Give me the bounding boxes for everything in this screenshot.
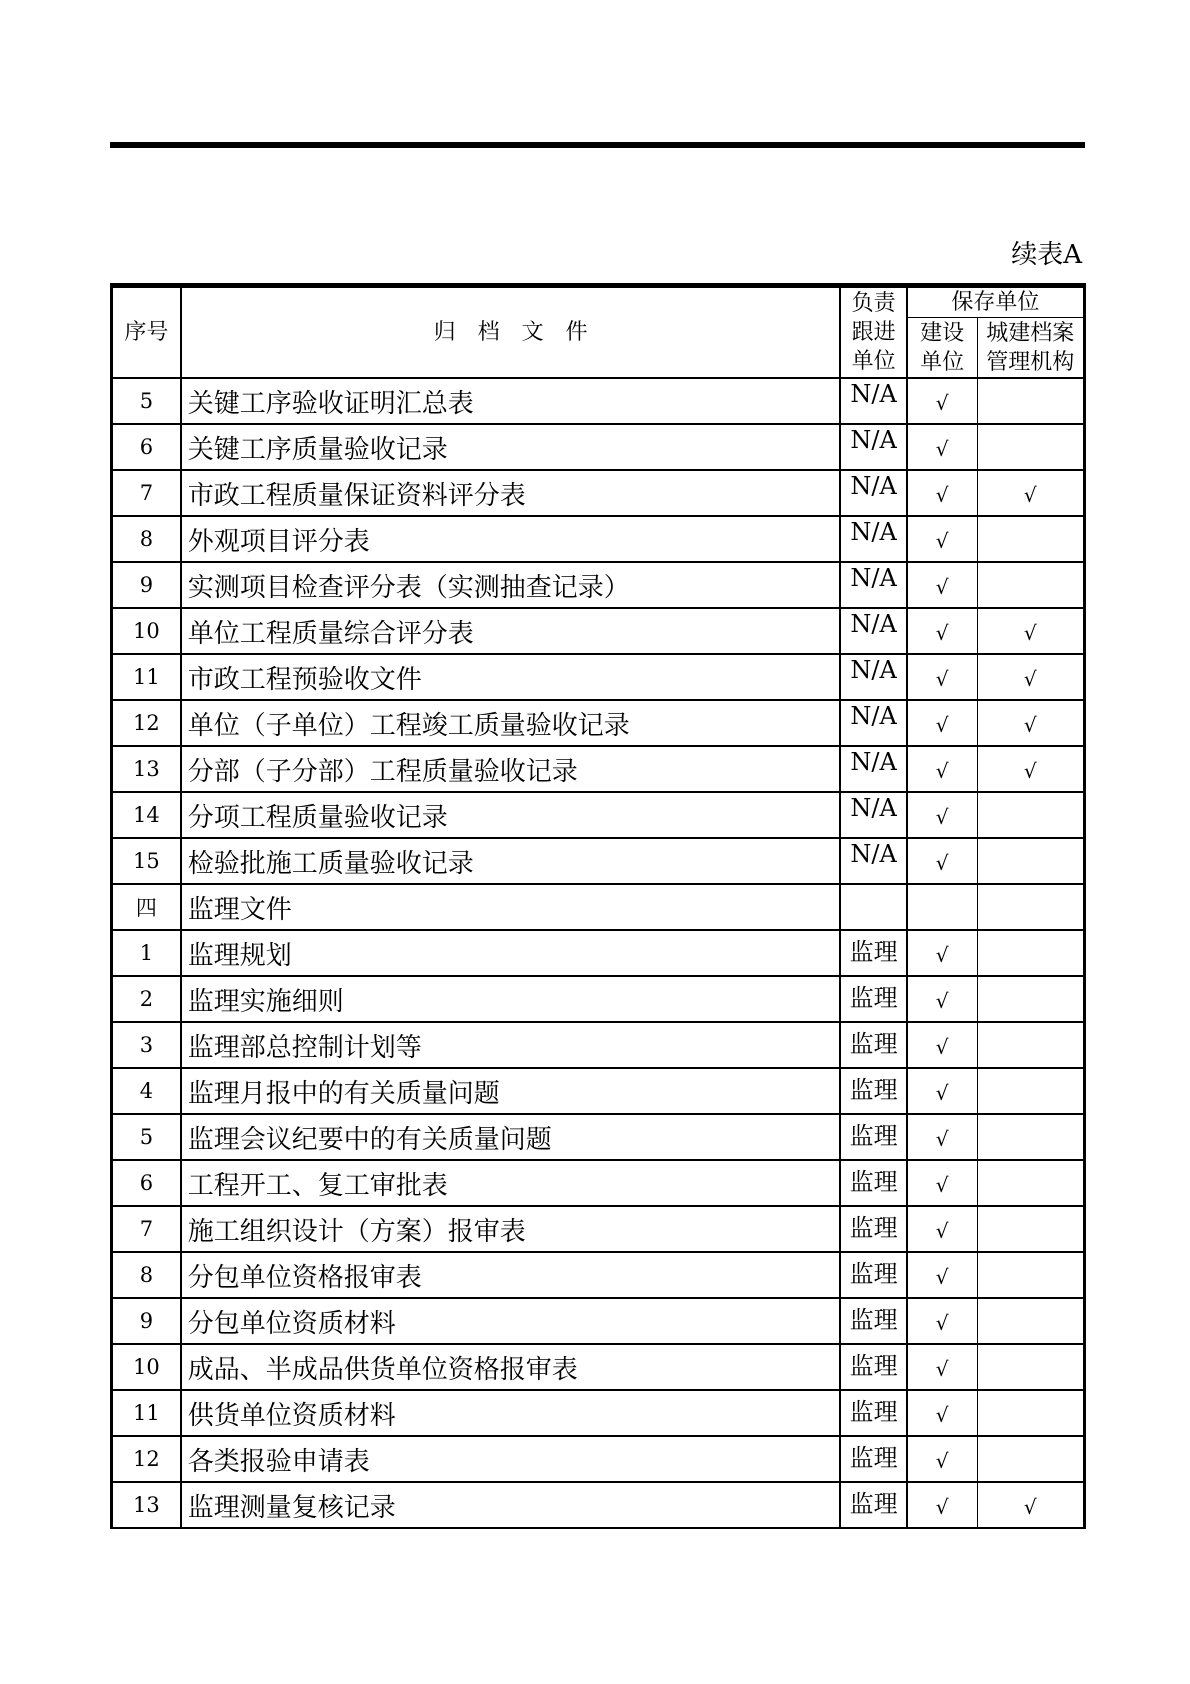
row-builder-check: √ [907, 1436, 977, 1482]
header-storage-city-line2: 管理机构 [986, 349, 1075, 375]
table-row [112, 1390, 1085, 1436]
row-number: 5 [112, 378, 181, 424]
row-responsible-unit: N/A [840, 792, 906, 838]
row-document-title: 监理会议纪要中的有关质量问题 [181, 1114, 841, 1160]
header-responsible-line3: 单位 [851, 349, 896, 374]
row-responsible-unit: 监理 [840, 1482, 906, 1528]
row-city-archive-check: √ [977, 654, 1084, 700]
table-row [112, 1206, 1085, 1252]
row-responsible-unit: N/A [840, 654, 906, 700]
row-number: 四 [112, 884, 181, 930]
row-document-title: 供货单位资质材料 [181, 1390, 841, 1436]
row-responsible-unit: N/A [840, 424, 906, 470]
row-builder-check: √ [907, 378, 977, 424]
row-builder-check: √ [907, 746, 977, 792]
header-responsible-line2: 跟进 [851, 320, 896, 345]
row-responsible-unit: 监理 [840, 1068, 906, 1114]
row-builder-check: √ [907, 1298, 977, 1344]
row-city-archive-check [977, 1390, 1084, 1436]
row-number: 14 [112, 792, 181, 838]
row-responsible-unit: 监理 [840, 1436, 906, 1482]
table-row [112, 424, 1085, 470]
row-document-title: 检验批施工质量验收记录 [181, 838, 841, 884]
row-document-title: 分部（子分部）工程质量验收记录 [181, 746, 841, 792]
row-builder-check: √ [907, 516, 977, 562]
table-row [112, 1114, 1085, 1160]
table-row [112, 1298, 1085, 1344]
table-header [112, 286, 1085, 379]
row-number: 13 [112, 746, 181, 792]
row-builder-check [907, 884, 977, 930]
row-builder-check: √ [907, 1206, 977, 1252]
row-number: 3 [112, 1022, 181, 1068]
row-responsible-unit: N/A [840, 746, 906, 792]
row-document-title: 单位工程质量综合评分表 [181, 608, 841, 654]
table-row [112, 1482, 1085, 1528]
row-number: 10 [112, 608, 181, 654]
table-row [112, 792, 1085, 838]
row-number: 4 [112, 1068, 181, 1114]
row-responsible-unit [840, 884, 906, 930]
row-responsible-unit: 监理 [840, 1298, 906, 1344]
header-storage-builder-line1: 建设 [920, 320, 965, 346]
header-storage: 保存单位 [907, 286, 1085, 318]
row-responsible-unit: 监理 [840, 930, 906, 976]
row-document-title: 成品、半成品供货单位资格报审表 [181, 1344, 841, 1390]
row-responsible-unit: N/A [840, 516, 906, 562]
row-responsible-unit: 监理 [840, 1206, 906, 1252]
row-city-archive-check [977, 516, 1084, 562]
row-builder-check: √ [907, 1390, 977, 1436]
row-number: 15 [112, 838, 181, 884]
row-builder-check: √ [907, 792, 977, 838]
row-builder-check: √ [907, 1344, 977, 1390]
row-number: 11 [112, 654, 181, 700]
row-document-title: 市政工程质量保证资料评分表 [181, 470, 841, 516]
row-responsible-unit: 监理 [840, 1390, 906, 1436]
row-city-archive-check [977, 1068, 1084, 1114]
row-document-title: 关键工序质量验收记录 [181, 424, 841, 470]
table-row [112, 654, 1085, 700]
row-number: 9 [112, 1298, 181, 1344]
row-builder-check: √ [907, 930, 977, 976]
row-number: 8 [112, 1252, 181, 1298]
table-row [112, 516, 1085, 562]
row-city-archive-check [977, 1252, 1084, 1298]
row-builder-check: √ [907, 1022, 977, 1068]
row-city-archive-check [977, 884, 1084, 930]
table-row [112, 884, 1085, 930]
row-responsible-unit: N/A [840, 608, 906, 654]
table-row [112, 1160, 1085, 1206]
row-document-title: 外观项目评分表 [181, 516, 841, 562]
header-responsible-line1: 负责 [851, 291, 896, 316]
row-city-archive-check: √ [977, 608, 1084, 654]
row-responsible-unit: 监理 [840, 1252, 906, 1298]
row-number: 2 [112, 976, 181, 1022]
row-city-archive-check [977, 1022, 1084, 1068]
table-row [112, 608, 1085, 654]
continued-label: 续表A [1011, 240, 1082, 270]
row-builder-check: √ [907, 424, 977, 470]
table-row [112, 1022, 1085, 1068]
header-no: 序号 [112, 286, 181, 379]
row-number: 13 [112, 1482, 181, 1528]
row-builder-check: √ [907, 470, 977, 516]
row-builder-check: √ [907, 1482, 977, 1528]
row-document-title: 工程开工、复工审批表 [181, 1160, 841, 1206]
row-builder-check: √ [907, 700, 977, 746]
row-responsible-unit: 监理 [840, 976, 906, 1022]
header-storage-city [977, 318, 1084, 379]
row-responsible-unit: 监理 [840, 1022, 906, 1068]
table-row [112, 700, 1085, 746]
row-number: 11 [112, 1390, 181, 1436]
row-document-title: 施工组织设计（方案）报审表 [181, 1206, 841, 1252]
row-city-archive-check: √ [977, 470, 1084, 516]
row-city-archive-check [977, 1160, 1084, 1206]
archive-table [110, 283, 1086, 1529]
row-document-title: 监理规划 [181, 930, 841, 976]
row-document-title: 分项工程质量验收记录 [181, 792, 841, 838]
row-responsible-unit: N/A [840, 838, 906, 884]
row-city-archive-check [977, 1206, 1084, 1252]
table-row [112, 976, 1085, 1022]
row-document-title: 监理实施细则 [181, 976, 841, 1022]
row-number: 8 [112, 516, 181, 562]
row-document-title: 监理月报中的有关质量问题 [181, 1068, 841, 1114]
row-city-archive-check [977, 1114, 1084, 1160]
table-row [112, 562, 1085, 608]
row-city-archive-check [977, 976, 1084, 1022]
row-document-title: 监理部总控制计划等 [181, 1022, 841, 1068]
row-number: 12 [112, 1436, 181, 1482]
table-body [112, 378, 1085, 1528]
table-row [112, 746, 1085, 792]
row-responsible-unit: N/A [840, 470, 906, 516]
row-number: 10 [112, 1344, 181, 1390]
header-title-text: 归 档 文 件 [433, 320, 588, 345]
row-document-title: 实测项目检查评分表（实测抽查记录） [181, 562, 841, 608]
header-storage-builder-line2: 单位 [920, 349, 965, 375]
row-city-archive-check [977, 1436, 1084, 1482]
row-city-archive-check [977, 1298, 1084, 1344]
header-responsible [840, 286, 906, 379]
table-row [112, 930, 1085, 976]
row-number: 6 [112, 1160, 181, 1206]
row-responsible-unit: 监理 [840, 1160, 906, 1206]
row-number: 6 [112, 424, 181, 470]
row-city-archive-check [977, 930, 1084, 976]
row-city-archive-check [977, 378, 1084, 424]
table-row [112, 838, 1085, 884]
row-responsible-unit: N/A [840, 562, 906, 608]
row-document-title: 分包单位资质材料 [181, 1298, 841, 1344]
table-row [112, 1068, 1085, 1114]
row-document-title: 市政工程预验收文件 [181, 654, 841, 700]
row-builder-check: √ [907, 562, 977, 608]
row-city-archive-check [977, 838, 1084, 884]
row-city-archive-check [977, 792, 1084, 838]
row-builder-check: √ [907, 976, 977, 1022]
row-number: 5 [112, 1114, 181, 1160]
header-storage-city-line1: 城建档案 [986, 320, 1075, 346]
row-builder-check: √ [907, 1114, 977, 1160]
header-storage-builder [907, 318, 977, 379]
row-document-title: 监理测量复核记录 [181, 1482, 841, 1528]
row-responsible-unit: N/A [840, 378, 906, 424]
row-builder-check: √ [907, 608, 977, 654]
row-number: 9 [112, 562, 181, 608]
row-city-archive-check: √ [977, 746, 1084, 792]
row-document-title: 关键工序验收证明汇总表 [181, 378, 841, 424]
top-rule [110, 142, 1085, 148]
row-responsible-unit: N/A [840, 700, 906, 746]
row-number: 7 [112, 470, 181, 516]
row-builder-check: √ [907, 1160, 977, 1206]
row-builder-check: √ [907, 838, 977, 884]
row-document-title: 单位（子单位）工程竣工质量验收记录 [181, 700, 841, 746]
table-row [112, 1436, 1085, 1482]
row-number: 7 [112, 1206, 181, 1252]
table-row [112, 378, 1085, 424]
row-builder-check: √ [907, 1252, 977, 1298]
row-city-archive-check [977, 424, 1084, 470]
row-city-archive-check: √ [977, 1482, 1084, 1528]
table-row [112, 1344, 1085, 1390]
row-responsible-unit: 监理 [840, 1344, 906, 1390]
table-row [112, 1252, 1085, 1298]
row-number: 12 [112, 700, 181, 746]
row-city-archive-check [977, 562, 1084, 608]
row-city-archive-check [977, 1344, 1084, 1390]
table-row [112, 470, 1085, 516]
header-title [181, 286, 841, 379]
row-document-title: 分包单位资格报审表 [181, 1252, 841, 1298]
row-builder-check: √ [907, 1068, 977, 1114]
row-number: 1 [112, 930, 181, 976]
row-document-title: 各类报验申请表 [181, 1436, 841, 1482]
row-city-archive-check: √ [977, 700, 1084, 746]
row-responsible-unit: 监理 [840, 1114, 906, 1160]
row-builder-check: √ [907, 654, 977, 700]
row-document-title: 监理文件 [181, 884, 841, 930]
